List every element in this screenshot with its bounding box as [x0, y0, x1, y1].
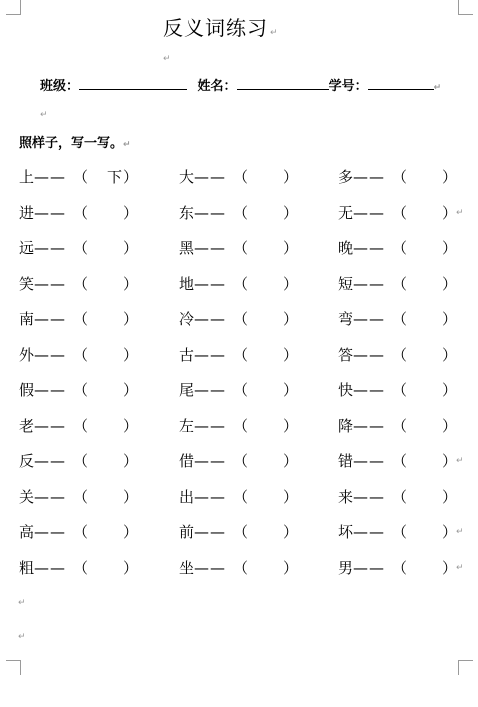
antonym-item-left [19, 450, 154, 472]
close-paren: ） [283, 275, 299, 293]
paragraph-mark-icon: ↵ [456, 563, 464, 573]
answer-blank[interactable] [426, 450, 442, 470]
dash-separator: —— [34, 204, 67, 222]
dash-separator: —— [194, 523, 227, 541]
open-paren: （ [392, 559, 408, 577]
dash-separator: —— [353, 275, 386, 293]
close-paren: ） [283, 239, 299, 257]
close-paren: ） [283, 204, 299, 222]
answer-blank[interactable] [267, 166, 283, 186]
source-word: 冷 [179, 310, 195, 328]
name-label: 姓名： [197, 79, 237, 94]
close-paren: ） [442, 559, 458, 577]
source-word: 坐 [179, 559, 195, 577]
close-paren: ） [442, 239, 458, 257]
antonym-item-left [19, 344, 154, 366]
exercise-row [0, 521, 478, 547]
antonym-item-middle [179, 486, 314, 508]
open-paren: （ [233, 381, 249, 399]
answer-blank[interactable] [107, 273, 123, 293]
source-word: 左 [179, 417, 195, 435]
answer-blank[interactable] [107, 202, 123, 222]
antonym-item-left [19, 486, 154, 508]
close-paren: ） [123, 381, 139, 399]
crop-mark-bottom-right [458, 660, 473, 675]
antonym-item-right [338, 308, 473, 330]
open-paren: （ [392, 452, 408, 470]
dash-separator: —— [194, 310, 227, 328]
answer-blank[interactable] [426, 202, 442, 222]
dash-separator: —— [194, 488, 227, 506]
open-paren: （ [73, 168, 89, 186]
source-word: 尾 [179, 381, 195, 399]
exercise-row [0, 308, 478, 334]
antonym-item-middle [179, 557, 314, 579]
source-word: 远 [19, 239, 35, 257]
antonym-item-right [338, 379, 473, 401]
name-blank[interactable] [237, 77, 329, 90]
open-paren: （ [233, 417, 249, 435]
answer-blank[interactable] [267, 379, 283, 399]
antonym-item-right [338, 166, 473, 188]
open-paren: （ [73, 559, 89, 577]
dash-separator: —— [34, 239, 67, 257]
answer-blank[interactable] [267, 450, 283, 470]
paragraph-mark-icon: ↵ [18, 598, 26, 608]
antonym-item-middle [179, 415, 314, 437]
antonym-item-middle [179, 166, 314, 188]
dash-separator: —— [34, 346, 67, 364]
source-word: 出 [179, 488, 195, 506]
source-word: 快 [338, 381, 354, 399]
paragraph-mark-icon: ↵ [163, 54, 171, 64]
open-paren: （ [73, 346, 89, 364]
open-paren: （ [392, 417, 408, 435]
open-paren: （ [233, 523, 249, 541]
dash-separator: —— [194, 417, 227, 435]
dash-separator: —— [34, 523, 67, 541]
answer-blank[interactable] [426, 557, 442, 577]
paragraph-mark-icon: ↵ [270, 28, 279, 38]
open-paren: （ [73, 275, 89, 293]
answer-blank[interactable] [267, 308, 283, 328]
close-paren: ） [442, 381, 458, 399]
antonym-item-left [19, 415, 154, 437]
open-paren: （ [233, 559, 249, 577]
paragraph-mark-icon: ↵ [456, 208, 464, 218]
close-paren: ） [123, 488, 139, 506]
answer-blank[interactable] [267, 415, 283, 435]
antonym-item-right [338, 557, 473, 579]
source-word: 外 [19, 346, 35, 364]
source-word: 南 [19, 310, 35, 328]
source-word: 错 [338, 452, 354, 470]
open-paren: （ [233, 168, 249, 186]
exercise-row [0, 379, 478, 405]
source-word: 笑 [19, 275, 35, 293]
close-paren: ） [283, 346, 299, 364]
exercise-row [0, 166, 478, 192]
open-paren: （ [73, 381, 89, 399]
open-paren: （ [392, 488, 408, 506]
dash-separator: —— [353, 346, 386, 364]
open-paren: （ [73, 488, 89, 506]
source-word: 关 [19, 488, 35, 506]
exercise-row [0, 344, 478, 370]
dash-separator: —— [353, 417, 386, 435]
student-info-line[interactable] [40, 75, 441, 94]
crop-mark-top-right [458, 0, 473, 15]
answer-blank[interactable] [107, 557, 123, 577]
source-word: 高 [19, 523, 35, 541]
antonym-item-middle [179, 308, 314, 330]
close-paren: ） [283, 452, 299, 470]
antonym-item-middle [179, 202, 314, 224]
dash-separator: —— [194, 204, 227, 222]
close-paren: ） [123, 417, 139, 435]
source-word: 东 [179, 204, 195, 222]
dash-separator: —— [194, 239, 227, 257]
answer-blank[interactable] [267, 237, 283, 257]
answer-blank[interactable] [107, 308, 123, 328]
id-blank[interactable] [368, 77, 434, 90]
close-paren: ） [283, 417, 299, 435]
dash-separator: —— [34, 381, 67, 399]
dash-separator: —— [353, 239, 386, 257]
instruction-line[interactable] [19, 132, 131, 151]
source-word: 降 [338, 417, 354, 435]
close-paren: ） [442, 452, 458, 470]
answer-blank[interactable]: 下 [107, 168, 123, 186]
document-title[interactable] [163, 12, 279, 41]
source-word: 黑 [179, 239, 195, 257]
open-paren: （ [392, 346, 408, 364]
open-paren: （ [392, 204, 408, 222]
open-paren: （ [233, 488, 249, 506]
paragraph-mark-icon: ↵ [40, 110, 48, 120]
antonym-item-right [338, 450, 473, 472]
open-paren: （ [392, 523, 408, 541]
dash-separator: —— [34, 452, 67, 470]
answer-blank[interactable] [267, 557, 283, 577]
antonym-item-left [19, 521, 154, 543]
close-paren: ） [123, 239, 139, 257]
source-word: 弯 [338, 310, 354, 328]
paragraph-mark-icon: ↵ [456, 527, 464, 537]
paragraph-mark-icon: ↵ [123, 140, 131, 150]
dash-separator: —— [34, 168, 67, 186]
antonym-item-right [338, 237, 473, 259]
source-word: 大 [179, 168, 195, 186]
antonym-item-left [19, 237, 154, 259]
answer-blank[interactable] [426, 486, 442, 506]
antonym-item-right [338, 415, 473, 437]
answer-blank[interactable] [267, 521, 283, 541]
close-paren: ） [442, 417, 458, 435]
antonym-item-middle [179, 450, 314, 472]
close-paren: ） [442, 346, 458, 364]
dash-separator: —— [34, 559, 67, 577]
antonym-item-middle [179, 521, 314, 543]
source-word: 粗 [19, 559, 35, 577]
dash-separator: —— [353, 381, 386, 399]
close-paren: ） [123, 346, 139, 364]
close-paren: ） [442, 168, 458, 186]
answer-blank[interactable] [107, 415, 123, 435]
close-paren: ） [283, 310, 299, 328]
open-paren: （ [233, 239, 249, 257]
answer-blank[interactable] [426, 237, 442, 257]
class-blank[interactable] [79, 77, 187, 90]
close-paren: ） [442, 310, 458, 328]
antonym-item-right [338, 521, 473, 543]
antonym-item-right [338, 486, 473, 508]
antonym-item-left [19, 166, 154, 188]
id-label: 学号： [328, 79, 368, 94]
answer-blank[interactable] [267, 486, 283, 506]
dash-separator: —— [353, 523, 386, 541]
antonym-item-left [19, 308, 154, 330]
dash-separator: —— [34, 310, 67, 328]
open-paren: （ [233, 452, 249, 470]
source-word: 老 [19, 417, 35, 435]
paragraph-mark-icon: ↵ [456, 456, 464, 466]
dash-separator: —— [194, 168, 227, 186]
crop-mark-bottom-left [6, 660, 21, 675]
instruction-text: 照样子，写一写。 [19, 136, 124, 151]
close-paren: ） [283, 523, 299, 541]
close-paren: ） [123, 559, 139, 577]
close-paren: ） [123, 310, 139, 328]
close-paren: ） [283, 168, 299, 186]
paragraph-mark-icon: ↵ [18, 632, 26, 642]
answer-blank[interactable] [107, 379, 123, 399]
antonym-item-middle [179, 344, 314, 366]
exercise-row [0, 202, 478, 228]
exercise-row [0, 237, 478, 263]
dash-separator: —— [34, 275, 67, 293]
source-word: 古 [179, 346, 195, 364]
title-text: 反义词练习 [163, 16, 268, 40]
dash-separator: —— [353, 310, 386, 328]
exercise-row [0, 415, 478, 441]
answer-blank[interactable] [107, 237, 123, 257]
paragraph-mark-icon: ↵ [433, 83, 442, 93]
open-paren: （ [73, 310, 89, 328]
open-paren: （ [73, 239, 89, 257]
close-paren: ） [283, 381, 299, 399]
exercise-row [0, 273, 478, 299]
open-paren: （ [392, 275, 408, 293]
open-paren: （ [233, 275, 249, 293]
antonym-item-left [19, 273, 154, 295]
dash-separator: —— [194, 452, 227, 470]
close-paren: ） [123, 452, 139, 470]
answer-blank[interactable] [107, 521, 123, 541]
answer-blank[interactable] [426, 344, 442, 364]
antonym-item-middle [179, 379, 314, 401]
answer-blank[interactable] [107, 450, 123, 470]
answer-blank[interactable] [267, 202, 283, 222]
dash-separator: —— [353, 452, 386, 470]
close-paren: ） [123, 168, 139, 186]
dash-separator: —— [353, 559, 386, 577]
source-word: 反 [19, 452, 35, 470]
answer-blank[interactable] [107, 486, 123, 506]
close-paren: ） [283, 559, 299, 577]
source-word: 多 [338, 168, 354, 186]
close-paren: ） [123, 523, 139, 541]
dash-separator: —— [194, 346, 227, 364]
open-paren: （ [392, 381, 408, 399]
close-paren: ） [442, 275, 458, 293]
source-word: 晚 [338, 239, 354, 257]
answer-blank[interactable] [267, 273, 283, 293]
antonym-item-left [19, 379, 154, 401]
answer-blank[interactable] [107, 344, 123, 364]
exercise-row [0, 557, 478, 583]
source-word: 答 [338, 346, 354, 364]
dash-separator: —— [353, 204, 386, 222]
source-word: 上 [19, 168, 35, 186]
open-paren: （ [233, 346, 249, 364]
open-paren: （ [233, 204, 249, 222]
close-paren: ） [442, 204, 458, 222]
class-label: 班级： [40, 79, 80, 94]
close-paren: ） [123, 275, 139, 293]
close-paren: ） [283, 488, 299, 506]
source-word: 借 [179, 452, 195, 470]
open-paren: （ [392, 310, 408, 328]
open-paren: （ [392, 168, 408, 186]
source-word: 进 [19, 204, 35, 222]
exercise-row [0, 486, 478, 512]
open-paren: （ [73, 523, 89, 541]
antonym-item-left [19, 202, 154, 224]
antonym-item-left [19, 557, 154, 579]
open-paren: （ [392, 239, 408, 257]
antonym-item-right [338, 273, 473, 295]
source-word: 来 [338, 488, 354, 506]
close-paren: ） [123, 204, 139, 222]
exercise-row [0, 450, 478, 476]
answer-blank[interactable] [267, 344, 283, 364]
antonym-item-right [338, 344, 473, 366]
dash-separator: —— [194, 275, 227, 293]
source-word: 男 [338, 559, 354, 577]
source-word: 假 [19, 381, 35, 399]
open-paren: （ [233, 310, 249, 328]
close-paren: ） [442, 488, 458, 506]
open-paren: （ [73, 204, 89, 222]
dash-separator: —— [34, 417, 67, 435]
answer-blank[interactable] [426, 415, 442, 435]
answer-blank[interactable] [426, 308, 442, 328]
dash-separator: —— [353, 168, 386, 186]
source-word: 无 [338, 204, 354, 222]
source-word: 短 [338, 275, 354, 293]
close-paren: ） [442, 523, 458, 541]
answer-blank[interactable] [426, 166, 442, 186]
source-word: 地 [179, 275, 195, 293]
antonym-item-middle [179, 237, 314, 259]
source-word: 前 [179, 523, 195, 541]
crop-mark-top-left [6, 0, 21, 15]
open-paren: （ [73, 452, 89, 470]
dash-separator: —— [353, 488, 386, 506]
dash-separator: —— [194, 559, 227, 577]
answer-blank[interactable] [426, 521, 442, 541]
dash-separator: —— [194, 381, 227, 399]
antonym-item-right [338, 202, 473, 224]
source-word: 坏 [338, 523, 354, 541]
answer-blank[interactable] [426, 379, 442, 399]
answer-blank[interactable] [426, 273, 442, 293]
dash-separator: —— [34, 488, 67, 506]
antonym-item-middle [179, 273, 314, 295]
open-paren: （ [73, 417, 89, 435]
